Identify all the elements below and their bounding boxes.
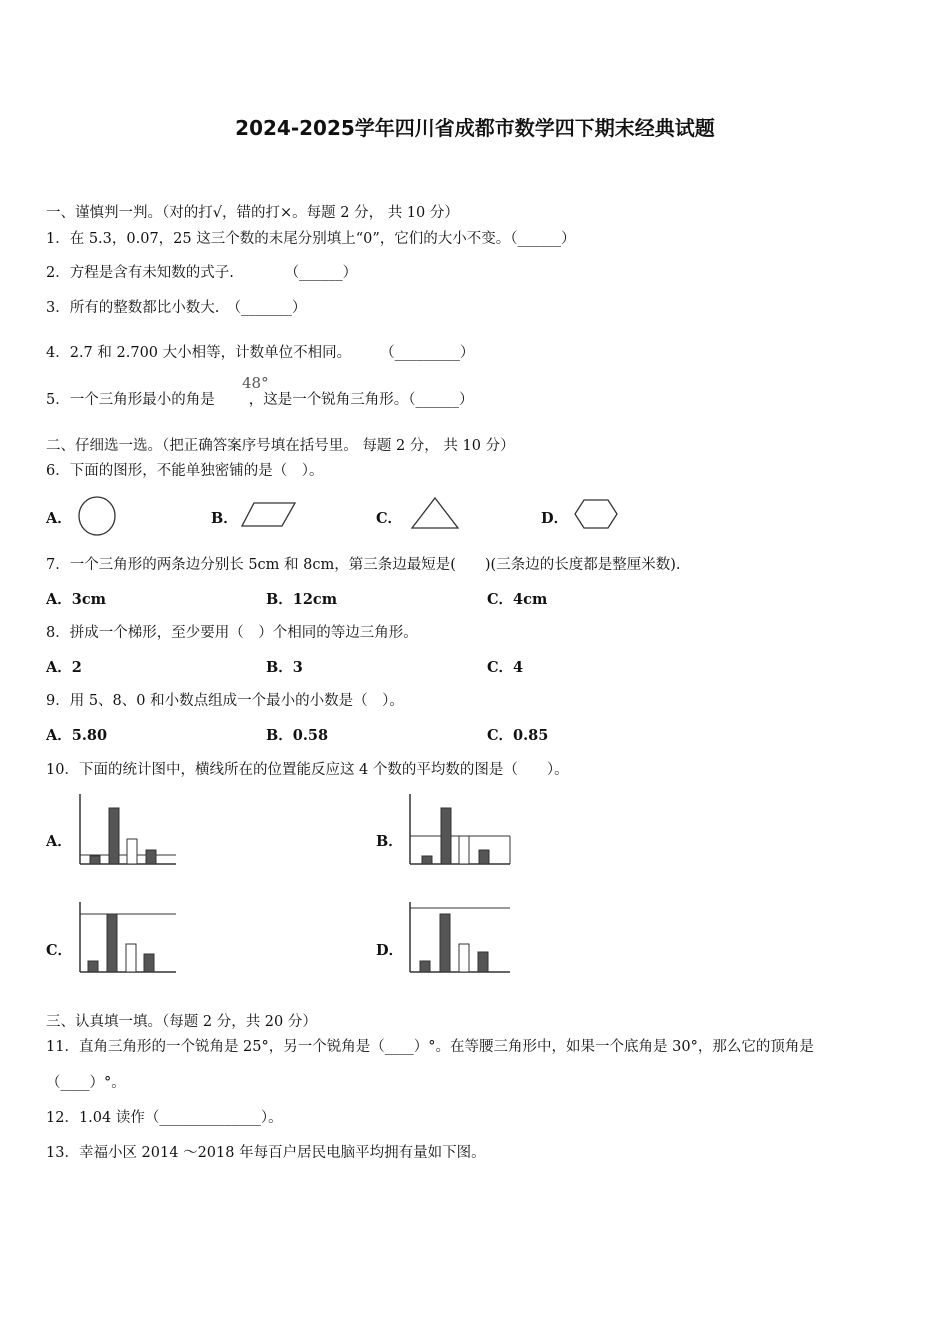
q9-option-a: A．5.80 [46, 727, 108, 744]
bar-chart-a [74, 792, 180, 868]
hexagon-shape [572, 497, 620, 531]
q6-option-c: C． [376, 510, 403, 527]
question-13: 13．幸福小区 2014 ～2018 年每百户居民电脑平均拥有量如下图。 [46, 1145, 486, 1161]
q9-option-b: B．0.58 [266, 727, 329, 744]
question-12: 12．1.04 读作（______________）。 [46, 1110, 283, 1126]
q8-option-b: B．3 [266, 659, 303, 676]
triangle-shape [409, 495, 461, 531]
q7-option-a: A．3cm [46, 591, 107, 608]
section3-heading: 三、认真填一填。（每题 2 分，共 20 分） [46, 1014, 317, 1030]
q6-option-b: B． [211, 510, 238, 527]
question-11-line1: 11．直角三角形的一个锐角是 25°，另一个锐角是（____）°。在等腰三角形中，如果一个底角是 30°，那么它的顶角是 [46, 1039, 814, 1055]
q10-option-d: D． [376, 942, 404, 959]
q6-option-a: A． [46, 510, 72, 527]
q10-option-a: A． [46, 833, 72, 850]
q9-option-c: C．0.85 [487, 727, 549, 744]
bar-chart-b [404, 792, 516, 868]
bar-chart-c [74, 900, 180, 976]
q10-option-b: B． [376, 833, 403, 850]
section2-heading: 二、仔细选一选。（把正确答案序号填在括号里。 每题 2 分， 共 10 分） [46, 438, 515, 454]
question-11-line2: （____）°。 [46, 1075, 126, 1091]
q8-option-a: A．2 [46, 659, 82, 676]
question-10: 10．下面的统计图中，横线所在的位置能反应这 4 个数的平均数的图是（ ）。 [46, 762, 569, 778]
q10-option-c: C． [46, 942, 73, 959]
q8-option-c: C．4 [487, 659, 524, 676]
q7-option-c: C．4cm [487, 591, 548, 608]
question-5-prefix: 5．一个三角形最小的角是 [46, 392, 215, 408]
circle-shape [76, 495, 118, 537]
question-2: 2．方程是含有未知数的式子. （______） [46, 265, 358, 281]
angle-48: 48° [242, 374, 269, 392]
parallelogram-shape [240, 500, 298, 530]
q6-option-d: D． [541, 510, 569, 527]
question-6: 6．下面的图形，不能单独密铺的是（ ）。 [46, 463, 324, 479]
question-3: 3．所有的整数都比小数大. （_______） [46, 300, 307, 316]
question-4: 4．2.7 和 2.700 大小相等，计数单位不相同。 （_________） [46, 345, 475, 361]
question-7: 7．一个三角形的两条边分别长 5cm 和 8cm，第三条边最短是( )(三条边的长度都是整厘米数). [46, 557, 681, 573]
page-title: 2024-2025学年四川省成都市数学四下期末经典试题 [235, 116, 715, 140]
section1-heading: 一、谨慎判一判。（对的打√，错的打×。每题 2 分， 共 10 分） [46, 205, 459, 221]
question-8: 8．拼成一个梯形，至少要用（ ）个相同的等边三角形。 [46, 625, 418, 641]
question-5-suffix: ，这是一个锐角三角形。（______） [248, 392, 474, 408]
question-9: 9．用 5、8、0 和小数点组成一个最小的小数是（ ）。 [46, 693, 404, 709]
q7-option-b: B．12cm [266, 591, 338, 608]
question-1: 1．在 5.3，0.07，25 这三个数的末尾分别填上“0”，它们的大小不变。（______） [46, 231, 576, 247]
bar-chart-d [404, 900, 516, 976]
